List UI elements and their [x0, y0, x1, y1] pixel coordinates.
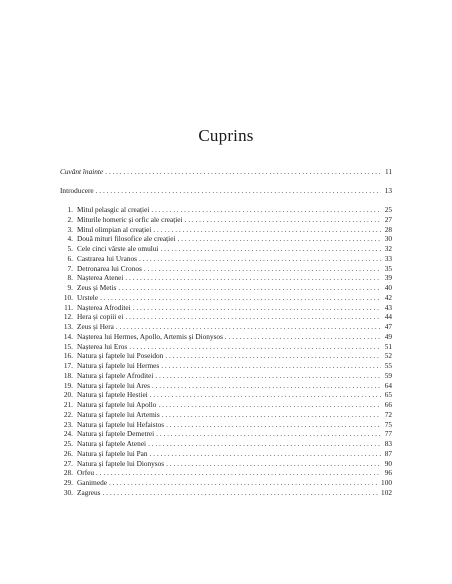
toc-label: Natura și faptele lui Artemis	[77, 409, 160, 419]
spacer	[60, 177, 392, 186]
toc-entry-number: 7.	[67, 263, 73, 273]
toc-label: Nașterea Afroditei	[77, 302, 131, 312]
toc-label: Cele cinci vârste ale omului	[77, 244, 159, 253]
toc-leader-dots	[185, 215, 381, 225]
toc-entry-row	[60, 351, 392, 361]
toc-entry-number: 5.	[67, 244, 73, 253]
toc-label: Natura și faptele lui Hefaistos	[77, 419, 165, 429]
toc-page-number: 87	[384, 448, 392, 458]
toc-label: Ganimede	[77, 478, 107, 487]
toc-entry-row	[60, 439, 392, 449]
toc-entry-row	[60, 205, 392, 215]
toc-label: Natura și faptele lui Poseidon	[77, 351, 164, 361]
toc-label: Natura și faptele lui Ares	[77, 380, 150, 390]
toc-entry-number: 9.	[67, 283, 73, 292]
toc-page-number: 39	[384, 273, 392, 283]
toc-entry-number: 14.	[63, 331, 73, 341]
toc-leader-dots	[116, 322, 381, 332]
toc-page-number: 64	[384, 380, 392, 390]
toc-entry-row	[60, 410, 392, 420]
toc-entry-row	[60, 264, 392, 274]
toc-label: Nașterea lui Eros	[77, 341, 128, 351]
toc-page-number: 43	[384, 302, 392, 312]
toc-entry-row	[60, 273, 392, 283]
toc-leader-dots	[96, 186, 381, 196]
toc-page-number: 25	[384, 205, 392, 214]
toc-page-number: 51	[384, 341, 392, 351]
toc-entry-number: 24.	[63, 429, 73, 439]
toc-entry-row	[60, 429, 392, 439]
toc-entry-row	[60, 215, 392, 225]
toc-label: Castrarea lui Uranos	[77, 253, 137, 263]
toc-entry-row	[60, 371, 392, 381]
toc-entry-row	[60, 468, 392, 478]
toc-entry-number: 17.	[63, 361, 73, 370]
toc-label: Natura și faptele Hestiei	[77, 390, 148, 400]
toc-leader-dots	[155, 371, 381, 381]
toc-page-number: 55	[384, 361, 392, 370]
toc-leader-dots	[153, 225, 381, 235]
toc-label: Mitul olimpian al creației	[77, 224, 152, 234]
toc-page-number: 27	[384, 214, 392, 224]
toc-page-number: 47	[384, 322, 392, 331]
toc-entry-number: 2.	[67, 214, 73, 224]
toc-label: Introducere	[60, 186, 94, 195]
toc-leader-dots	[96, 468, 381, 478]
toc-entry-row	[60, 303, 392, 313]
toc-leader-dots	[100, 293, 381, 303]
toc-leader-dots	[144, 264, 381, 274]
toc-entry-row	[60, 478, 392, 488]
toc-leader-dots	[158, 400, 381, 410]
toc-entry-number: 16.	[63, 351, 73, 361]
toc-page-number: 35	[384, 263, 392, 273]
toc-leader-dots	[150, 390, 381, 400]
toc-entry-row	[60, 322, 392, 332]
toc-page-number: 52	[384, 351, 392, 361]
toc-entry-row	[60, 390, 392, 400]
toc-entry-number: 21.	[63, 400, 73, 409]
toc-label: Natura și faptele Demetrei	[77, 429, 155, 439]
toc-leader-dots	[150, 449, 381, 459]
toc-entry-row	[60, 244, 392, 254]
toc-page-number: 49	[384, 331, 392, 341]
toc-page-number: 33	[384, 253, 392, 263]
toc-entries	[60, 205, 392, 498]
toc-page-number: 11	[384, 167, 392, 176]
toc-label: Natura și faptele lui Hermes	[77, 361, 160, 370]
toc-entry-number: 13.	[63, 322, 73, 331]
toc-entry-row	[60, 254, 392, 264]
toc-page-number: 59	[384, 370, 392, 380]
toc-entry-number: 26.	[63, 448, 73, 458]
toc-entry-row	[60, 332, 392, 342]
toc-page-number: 90	[384, 458, 392, 468]
toc-label: Zeus și Hera	[77, 322, 114, 331]
toc-entry-row	[60, 225, 392, 235]
table-of-contents	[60, 167, 392, 498]
toc-label: Natura și faptele lui Dionysos	[77, 458, 165, 468]
toc-entry-row	[60, 293, 392, 303]
toc-page-number: 102	[381, 487, 392, 497]
toc-label: Orfeu	[77, 468, 95, 478]
toc-leader-dots	[162, 410, 381, 420]
toc-entry-number: 29.	[63, 478, 73, 487]
toc-leader-dots	[161, 361, 381, 371]
toc-entry-number: 11.	[64, 302, 73, 312]
toc-label: Hera și copiii ei	[77, 312, 124, 322]
toc-entry-row	[60, 312, 392, 322]
toc-entry-row	[60, 361, 392, 371]
toc-entry-number: 27.	[63, 458, 73, 468]
toc-leader-dots	[166, 420, 381, 430]
toc-label: Urstele	[77, 292, 99, 302]
toc-entry-number: 10.	[63, 292, 73, 302]
toc-page-number: 28	[384, 224, 392, 234]
toc-label: Zeus și Metis	[77, 283, 117, 292]
toc-preface-row	[60, 186, 392, 196]
toc-entry-number: 25.	[63, 439, 73, 448]
toc-page-number: 42	[384, 292, 392, 302]
toc-leader-dots	[109, 478, 379, 488]
toc-page-number: 77	[384, 429, 392, 439]
toc-leader-dots	[156, 429, 381, 439]
toc-entry-number: 30.	[63, 487, 73, 497]
toc-label: Natura și faptele Atenei	[77, 439, 147, 448]
toc-leader-dots	[139, 254, 381, 264]
toc-label: Nașterea Atenei	[77, 273, 124, 283]
page-title: Cuprins	[198, 126, 254, 145]
toc-label: Natura și faptele Afroditei	[77, 370, 154, 380]
toc-leader-dots	[105, 167, 381, 177]
toc-page-number: 75	[384, 419, 392, 429]
toc-label: Zagreus	[77, 487, 101, 497]
toc-entry-row	[60, 342, 392, 352]
toc-entry-row	[60, 283, 392, 293]
toc-page-number: 72	[384, 409, 392, 419]
toc-entry-number: 6.	[67, 253, 73, 263]
toc-leader-dots	[103, 488, 380, 498]
toc-entry-number: 12.	[63, 312, 73, 322]
toc-label: Două mituri filosofice ale creației	[77, 234, 176, 244]
toc-label: Detronarea lui Cronos	[77, 263, 142, 273]
toc-entry-row	[60, 449, 392, 459]
toc-entry-number: 23.	[63, 419, 73, 429]
toc-page-number: 13	[384, 186, 392, 195]
toc-label: Miturile homeric și orfic ale creației	[77, 214, 183, 224]
toc-entry-number: 28.	[63, 468, 73, 478]
toc-leader-dots	[125, 312, 381, 322]
toc-label: Mitul pelasgic al creației	[77, 205, 150, 214]
toc-page-number: 65	[384, 390, 392, 400]
toc-leader-dots	[166, 459, 381, 469]
toc-entry-row	[60, 488, 392, 498]
spacer	[60, 196, 392, 205]
toc-preface-row	[60, 167, 392, 177]
toc-leader-dots	[152, 381, 381, 391]
toc-page-number: 100	[381, 478, 392, 487]
toc-leader-dots	[165, 351, 381, 361]
toc-leader-dots	[118, 283, 381, 293]
toc-entry-number: 15.	[63, 341, 73, 351]
toc-entry-number: 20.	[63, 390, 73, 400]
toc-leader-dots	[151, 205, 381, 215]
toc-page-number: 30	[384, 234, 392, 244]
toc-entry-row	[60, 381, 392, 391]
toc-entry-number: 18.	[63, 370, 73, 380]
toc-leader-dots	[177, 234, 381, 244]
toc-leader-dots	[125, 273, 381, 283]
toc-page-number: 83	[384, 439, 392, 448]
toc-entry-number: 19.	[63, 380, 73, 390]
toc-entry-number: 3.	[67, 224, 73, 234]
toc-entry-number: 1.	[67, 205, 73, 214]
toc-label: Nașterea lui Hermes, Apollo, Artemis și Dionysos	[77, 331, 223, 341]
toc-page-number: 66	[384, 400, 392, 409]
toc-entry-row	[60, 420, 392, 430]
toc-label: Natura și faptele lui Pan	[77, 448, 148, 458]
toc-page-number: 44	[384, 312, 392, 322]
toc-leader-dots	[160, 244, 381, 254]
toc-page-number: 32	[384, 244, 392, 253]
toc-leader-dots	[129, 342, 381, 352]
toc-page-number: 40	[384, 283, 392, 292]
toc-leader-dots	[225, 332, 381, 342]
toc-entry-number: 4.	[67, 234, 73, 244]
toc-entry-row	[60, 234, 392, 244]
toc-entry-row	[60, 400, 392, 410]
toc-entry-number: 22.	[63, 409, 73, 419]
toc-leader-dots	[148, 439, 381, 449]
toc-label: Cuvânt înainte	[60, 167, 104, 176]
toc-entry-row	[60, 459, 392, 469]
toc-leader-dots	[133, 303, 381, 313]
toc-page-number: 96	[384, 468, 392, 478]
toc-entry-number: 8.	[67, 273, 73, 283]
toc-label: Natura și faptele lui Apollo	[77, 400, 157, 409]
